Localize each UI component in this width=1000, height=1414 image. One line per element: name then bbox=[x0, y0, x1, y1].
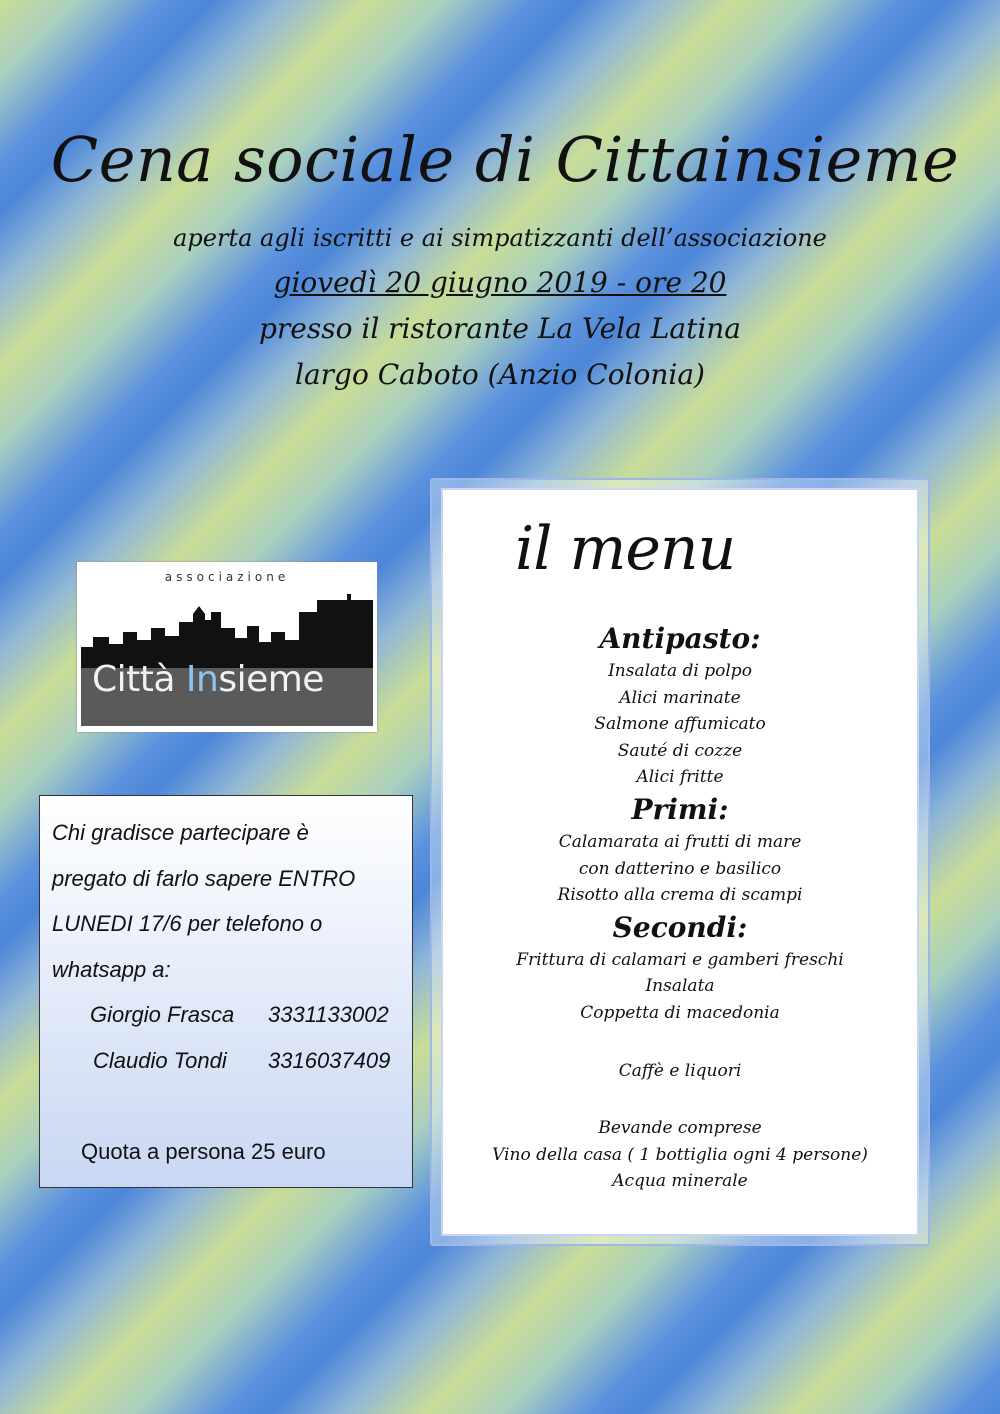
event-venue: presso il ristorante La Vela Latina bbox=[258, 312, 741, 345]
contact-phone: 3331133002 bbox=[268, 1002, 389, 1027]
info-line: whatsapp a: bbox=[52, 956, 171, 982]
menu-item: Risotto alla crema di scampi bbox=[557, 885, 803, 906]
contact-row bbox=[52, 1038, 400, 1084]
section-secondi: Secondi: bbox=[612, 910, 748, 944]
price-per-person: Quota a persona 25 euro bbox=[81, 1139, 326, 1164]
booking-info-box bbox=[39, 795, 413, 1188]
info-line: Chi gradisce partecipare è bbox=[52, 820, 309, 845]
menu-item: Calamarata ai frutti di mare bbox=[558, 831, 802, 852]
menu-item: con datterino e basilico bbox=[578, 858, 782, 879]
info-line: LUNEDI 17/6 per telefono o bbox=[52, 911, 323, 936]
section-antipasto: Antipasto: bbox=[599, 622, 761, 655]
event-subtitle: aperta agli iscritti e ai simpatizzanti dell’associazione bbox=[173, 224, 827, 252]
menu-item: Alici marinate bbox=[619, 687, 741, 708]
contact-phone: 3316037409 bbox=[268, 1048, 391, 1073]
section-primi: Primi: bbox=[631, 792, 729, 826]
drinks-line: Vino della casa ( 1 bottiglia ogni 4 persone) bbox=[492, 1144, 868, 1165]
menu-item: Frittura di calamari e gamberi freschi bbox=[516, 949, 844, 970]
menu-item: Coppetta di macedonia bbox=[580, 1002, 780, 1023]
menu-card bbox=[443, 490, 917, 1234]
menu-coffee: Caffè e liquori bbox=[618, 1060, 742, 1081]
drinks-line: Acqua minerale bbox=[612, 1171, 748, 1192]
drinks-line: Bevande comprese bbox=[598, 1118, 762, 1139]
association-logo bbox=[77, 562, 377, 732]
info-line: pregato di farlo sapere ENTRO bbox=[52, 865, 356, 891]
menu-item: Sauté di cozze bbox=[617, 740, 743, 761]
menu-item: Alici fritte bbox=[636, 767, 724, 788]
event-header bbox=[0, 118, 1000, 398]
logo-name: Città Insieme bbox=[92, 659, 324, 700]
menu-item: Insalata di polpo bbox=[608, 661, 752, 681]
menu-frame bbox=[430, 478, 930, 1246]
contact-name: Giorgio Frasca bbox=[90, 1002, 235, 1027]
event-title: Cena sociale di Cittainsieme bbox=[50, 123, 960, 196]
contact-row bbox=[52, 992, 400, 1038]
menu-item: Salmone affumicato bbox=[594, 714, 766, 735]
contact-name: Claudio Tondi bbox=[93, 1048, 227, 1073]
menu-body bbox=[443, 620, 917, 1195]
menu-item: Insalata bbox=[645, 976, 715, 997]
logo-caption: associazione bbox=[164, 570, 290, 584]
event-date: giovedì 20 giugno 2019 - ore 20 bbox=[273, 266, 727, 299]
event-address: largo Caboto (Anzio Colonia) bbox=[295, 358, 705, 391]
menu-title: il menu bbox=[515, 514, 736, 584]
